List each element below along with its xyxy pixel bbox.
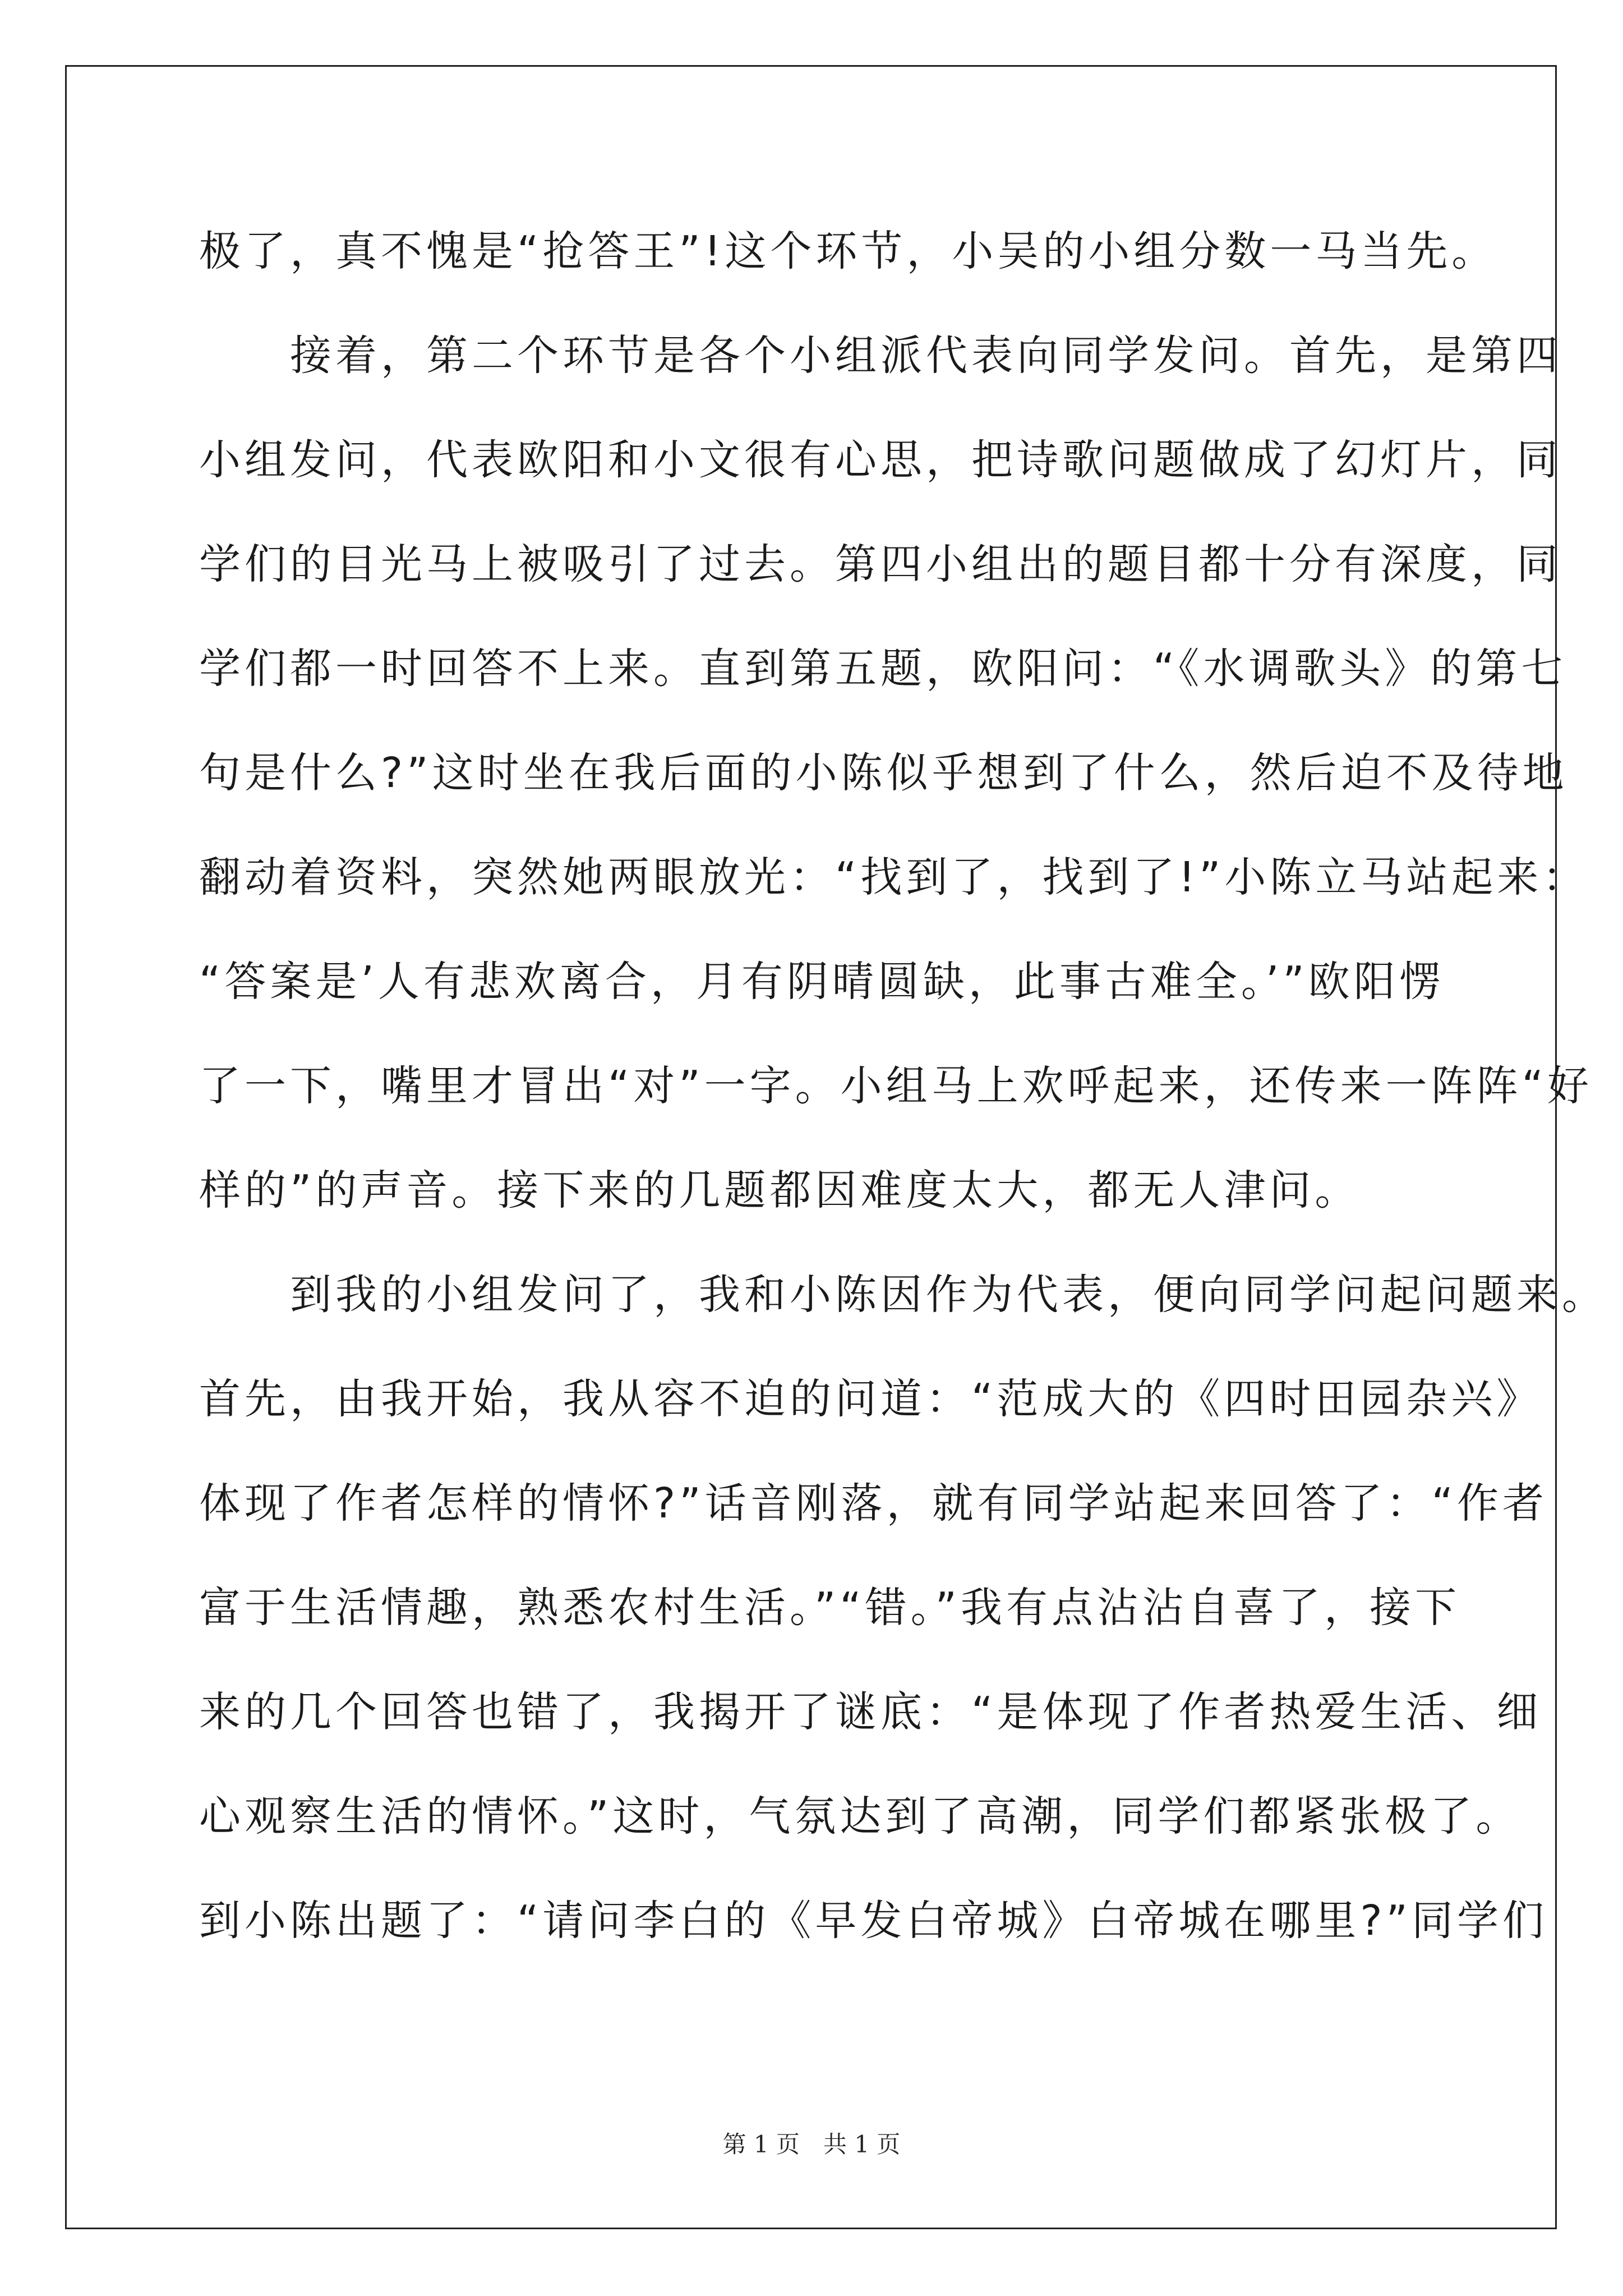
text-line: 小组发问，代表欧阳和小文很有心思，把诗歌问题做成了幻灯片，同 bbox=[199, 436, 1562, 484]
text-line: 样的”的声音。接下来的几题都因难度太大，都无人津问。 bbox=[199, 1166, 1361, 1214]
text-line: 心观察生活的情怀。”这时，气氛达到了高潮，同学们都紧张极了。 bbox=[199, 1792, 1521, 1841]
text-line: 体现了作者怎样的情怀?”话音刚落，就有同学站起来回答了：“作者 bbox=[199, 1479, 1548, 1527]
text-line: 富于生活情趣，熟悉农村生活。”“错。”我有点沾沾自喜了，接下 bbox=[199, 1584, 1461, 1632]
text-line: 学们都一时回答不上来。直到第五题，欧阳问：“《水调歌头》的第七 bbox=[199, 645, 1567, 693]
text-line: 接着，第二个环节是各个小组派代表向同学发问。首先，是第四 bbox=[199, 332, 1562, 380]
text-line: 到我的小组发问了，我和小陈因作为代表，便向同学问起问题来。 bbox=[199, 1271, 1607, 1319]
text-line: 来的几个回答也错了，我揭开了谜底：“是体现了作者热爱生活、细 bbox=[199, 1688, 1542, 1736]
text-line: 学们的目光马上被吸引了过去。第四小组出的题目都十分有深度，同 bbox=[199, 540, 1562, 588]
text-line: 极了，真不愧是“抢答王”!这个环节，小吴的小组分数一马当先。 bbox=[199, 227, 1497, 275]
text-line: 翻动着资料，突然她两眼放光：“找到了，找到了!”小陈立马站起来： bbox=[199, 853, 1588, 901]
page-number-footer: 第 1 页 共 1 页 bbox=[722, 2131, 901, 2158]
text-line: 首先，由我开始，我从容不迫的问道：“范成大的《四时田园杂兴》 bbox=[199, 1375, 1542, 1423]
text-line: 句是什么?”这时坐在我后面的小陈似乎想到了什么，然后迫不及待地 bbox=[199, 749, 1568, 797]
text-line: “答案是’人有悲欢离合，月有阴晴圆缺，此事古难全。’”欧阳愣 bbox=[199, 958, 1445, 1006]
text-line: 到小陈出题了：“请问李白的《早发白帝城》白帝城在哪里?”同学们 bbox=[199, 1897, 1548, 1945]
text-line: 了一下，嘴里才冒出“对”一字。小组马上欢呼起来，还传来一阵阵“好 bbox=[199, 1062, 1593, 1110]
